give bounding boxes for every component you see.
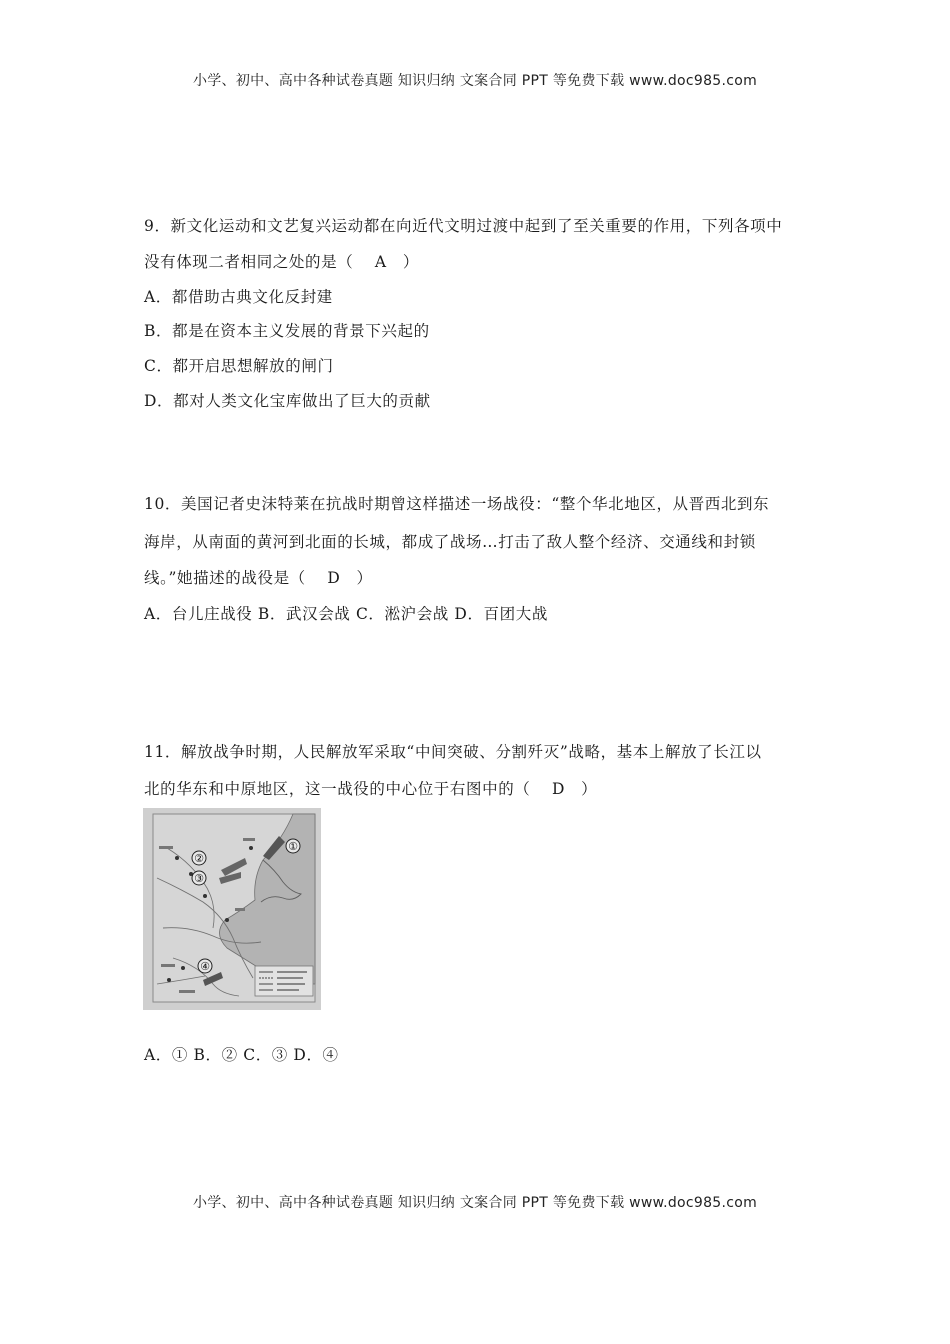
svg-text:①: ① [288,840,298,853]
q10-stem-line-3: 线。”她描述的战役是（ D ） [144,569,373,587]
q11-options: A．① B．② C．③ D．④ [144,1046,339,1064]
page-header: 小学、初中、高中各种试卷真题 知识归纳 文案合同 PPT 等免费下载 www.doc985.com [192,73,758,89]
q9-option-a: A．都借助古典文化反封建 [144,288,333,306]
q10-stem-line-1: 10．美国记者史沫特莱在抗战时期曾这样描述一场战役：“整个华北地区，从晋西北到东 [144,495,770,513]
svg-text:②: ② [194,852,204,865]
q10-stem-line-2: 海岸，从南面的黄河到北面的长城，都成了战场…打击了敌人整个经济、交通线和封锁 [144,533,756,551]
map-marker-3 [192,871,206,885]
q9-option-d: D．都对人类文化宝库做出了巨大的贡献 [144,392,431,410]
page-footer: 小学、初中、高中各种试卷真题 知识归纳 文案合同 PPT 等免费下载 www.doc985.com [192,1195,758,1211]
q11-stem-line-1: 11．解放战争时期，人民解放军采取“中间突破、分割歼灭”战略，基本上解放了长江以 [144,743,762,761]
battle-map-image [143,808,321,1010]
map-marker-2 [192,851,206,865]
svg-text:③: ③ [194,872,204,885]
q10-options: A．台儿庄战役 B．武汉会战 C．淞沪会战 D．百团大战 [144,605,548,623]
q9-stem-line-2: 没有体现二者相同之处的是（ A ） [144,253,419,271]
q11-stem-line-2: 北的华东和中原地区，这一战役的中心位于右图中的（ D ） [144,780,598,798]
svg-text:④: ④ [200,960,210,973]
map-marker-4 [198,959,212,973]
q9-option-c: C．都开启思想解放的闸门 [144,357,334,375]
q9-stem-line-1: 9．新文化运动和文艺复兴运动都在向近代文明过渡中起到了至关重要的作用，下列各项中 [144,217,783,235]
map-marker-1 [286,839,300,853]
q9-option-b: B．都是在资本主义发展的背景下兴起的 [144,322,430,340]
